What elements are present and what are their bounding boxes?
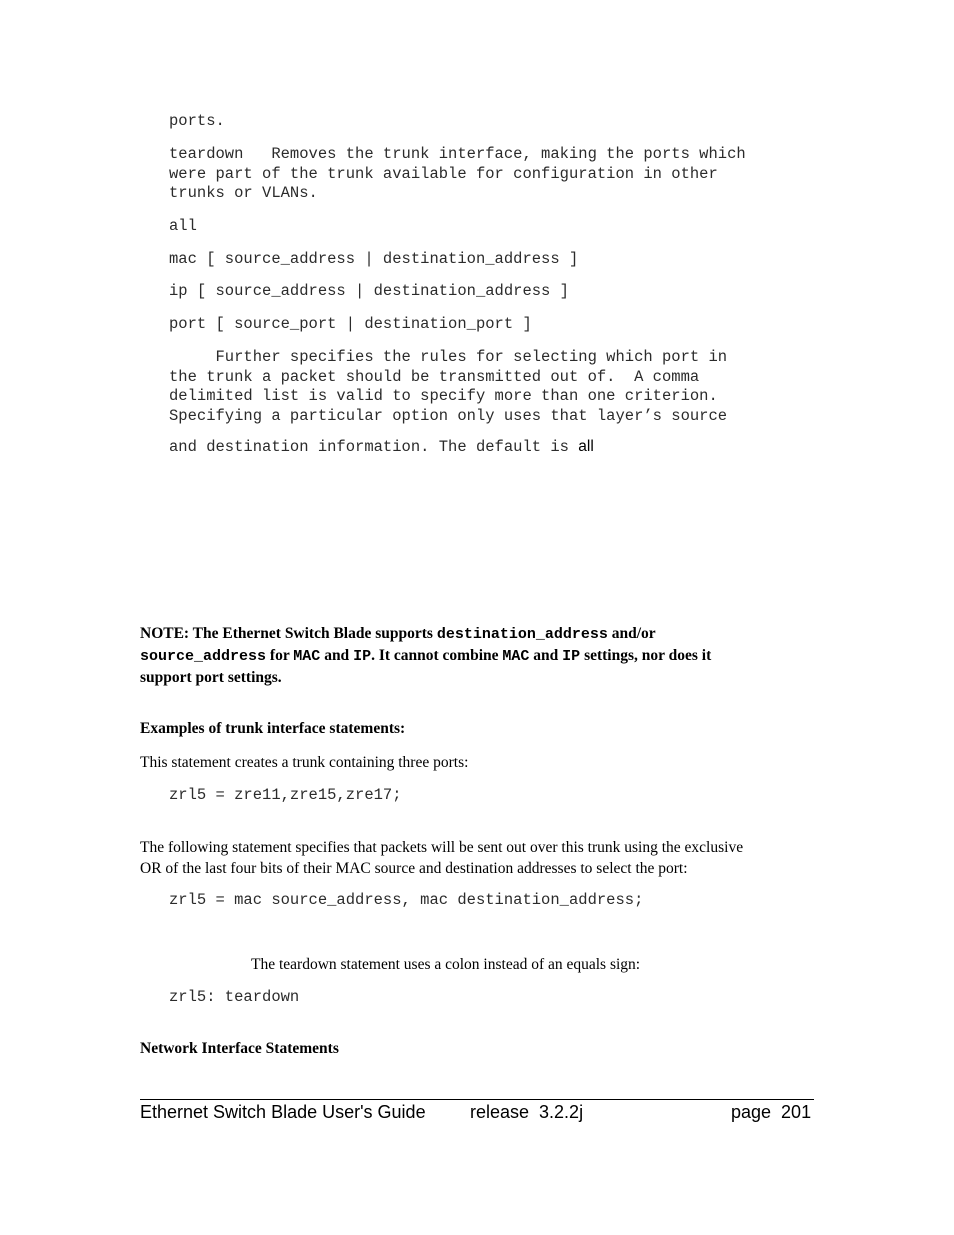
footer-title: Ethernet Switch Blade User's Guide [140,1102,426,1122]
note-text: and [529,647,563,664]
footer-release: release 3.2.2j [470,1102,584,1122]
teardown-note: The teardown statement uses a colon instead of an equals sign: [251,956,641,973]
code-further-description: Further specifies the rules for selecting which port in the trunk a packet should be transmitted out of. A comma delimited list is valid to specify more than one criterion. Specifying a particular option only uses that layer’s source [169,348,728,425]
paragraph-line: The following statement specifies that packets will be sent out over this trunk using the exclusive [140,839,744,856]
note-code: IP [353,648,372,665]
note-text: and/or [607,625,656,642]
note-text: and [320,647,354,664]
paragraph-line: OR of the last four bits of their MAC source and destination addresses to select the port: [140,860,688,877]
note-code: MAC [502,648,530,665]
code-line-port: port [ source_port | destination_port ] [169,315,532,333]
code-example-2: zrl5 = mac source_address, mac destination_address; [169,891,644,909]
code-default-line [169,437,594,458]
note-code: destination_address [436,626,608,643]
note-paragraph [140,623,820,688]
note-text: for [266,647,294,664]
code-example-1: zrl5 = zre11,zre15,zre17; [169,786,402,804]
note-text: settings, nor does it [580,647,712,664]
footer-page-number: page 201 [731,1102,812,1122]
code-line-ip: ip [ source_address | destination_address ] [169,282,569,300]
section-heading: Network Interface Statements [140,1040,339,1057]
code-line-mac: mac [ source_address | destination_address ] [169,250,579,268]
code-example-3: zrl5: teardown [169,988,300,1006]
examples-heading: Examples of trunk interface statements: [140,720,406,737]
code-line-ports: ports. [169,112,225,130]
note-line-1 [140,623,820,645]
code-teardown-description: teardown Removes the trunk interface, making the ports which were part of the trunk available for configuration in other trunks or VLANs. [169,145,746,202]
note-code: IP [562,648,581,665]
code-line-all: all [169,217,197,235]
default-prefix: and destination information. The default is [169,438,579,456]
note-text: . It cannot combine [371,647,503,664]
default-value: all [578,438,594,455]
note-line-3: support port settings. [140,669,282,686]
examples-intro: This statement creates a trunk containing three ports: [140,754,469,771]
note-line-2 [140,645,820,667]
examples-paragraph-2 [140,837,743,879]
note-text: NOTE: The Ethernet Switch Blade supports [140,625,437,642]
note-code: MAC [293,648,321,665]
note-code: source_address [140,648,267,665]
